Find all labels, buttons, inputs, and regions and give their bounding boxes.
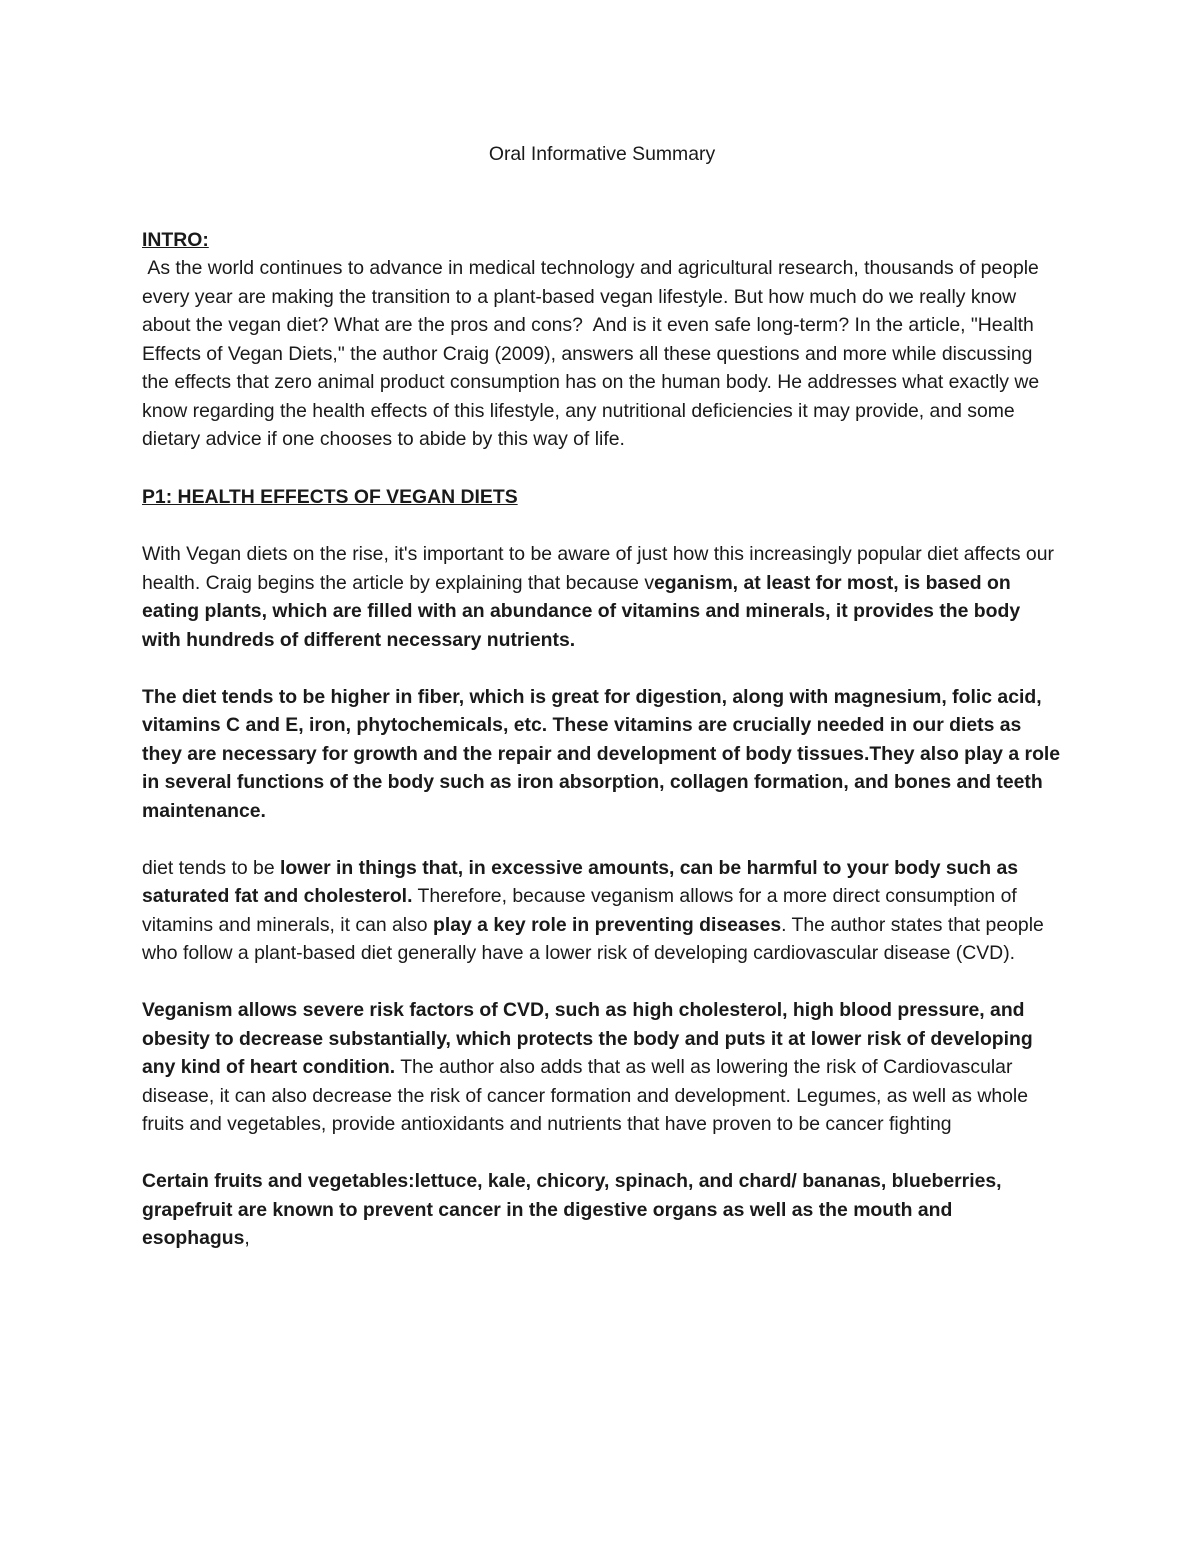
- p1-paragraph-5-text: ,: [244, 1227, 250, 1249]
- p1-paragraph-3-bold-b: play a key role in preventing diseases: [432, 913, 782, 936]
- intro-heading: INTRO:: [142, 228, 209, 251]
- p1-paragraph-4: [142, 996, 1062, 1139]
- p1-paragraph-3-text-c: . The author states that people who follow a plant-based diet generally have a lower risk of developing cardiovascular disease (CVD).: [142, 913, 1044, 964]
- section-heading-p1: P1: HEALTH EFFECTS OF VEGAN DIETS: [142, 485, 518, 508]
- intro-paragraph: As the world continues to advance in medical technology and agricultural research, thousands of people every year are making the transition to a plant-based vegan lifestyle. But how much do we really know about the vegan diet? What are the pros and cons? And is it even safe long-term? In the article, "Health Effects of Vegan Diets," the author Craig (2009), answers all these questions and more while discussing the effects that zero animal product consumption has on the human body. He addresses what exactly we know regarding the health effects of this lifestyle, any nutritional deficiencies it may provide, and some dietary advice if one chooses to abide by this way of life.: [142, 257, 1045, 450]
- p1-paragraph-5: [142, 1167, 1062, 1253]
- p1-paragraph-4-bold: Veganism allows severe risk factors of CVD, such as high cholesterol, high blood pressure, and obesity to decrease substantially, which protects the body and puts it at lower risk of developing any kind of heart condition.: [142, 999, 1033, 1078]
- p1-paragraph-3: [142, 854, 1062, 968]
- p1-paragraph-3-text-a: diet tends to be: [142, 856, 280, 879]
- p1-paragraph-1: [142, 540, 1062, 654]
- document-title: Oral Informative Summary: [488, 143, 716, 165]
- p1-paragraph-5-bold: Certain fruits and vegetables:lettuce, kale, chicory, spinach, and chard/ bananas, blueberries, grapefruit are known to prevent cancer in the digestive organs as well as the mouth and esophagus: [142, 1170, 1002, 1249]
- p1-paragraph-1-bold: eganism, at least for most, is based on eating plants, which are filled with an abundance of vitamins and minerals, it provides the body with hundreds of different necessary nutrients.: [142, 571, 1021, 651]
- p1-paragraph-4-text: The author also adds that as well as lowering the risk of Cardiovascular disease, it can also decrease the risk of cancer formation and development. Legumes, as well as whole fruits and vegetables, provide antioxidants and nutrients that have proven to be cancer fighting: [142, 1056, 1028, 1135]
- document-body: [142, 140, 1062, 1253]
- p1-paragraph-3-bold-a: lower in things that, in excessive amounts, can be harmful to your body such as saturated fat and cholesterol.: [142, 856, 1019, 907]
- p1-paragraph-2: [142, 683, 1062, 826]
- p1-paragraph-3-text-b: Therefore, because veganism allows for a more direct consumption of vitamins and minerals, it can also: [142, 885, 1017, 936]
- p1-paragraph-2-bold: The diet tends to be higher in fiber, which is great for digestion, along with magnesium, folic acid, vitamins C and E, iron, phytochemicals, etc. These vitamins are crucially needed in our diets as they are necessary for growth and the repair and development of body tissues.They also play a role in several functions of the body such as iron absorption, collagen formation, and bones and teeth maintenance.: [142, 685, 1061, 822]
- p1-paragraph-1-text: With Vegan diets on the rise, it's important to be aware of just how this increasingly popular diet affects our health. Craig begins the article by explaining that because v: [142, 543, 1054, 594]
